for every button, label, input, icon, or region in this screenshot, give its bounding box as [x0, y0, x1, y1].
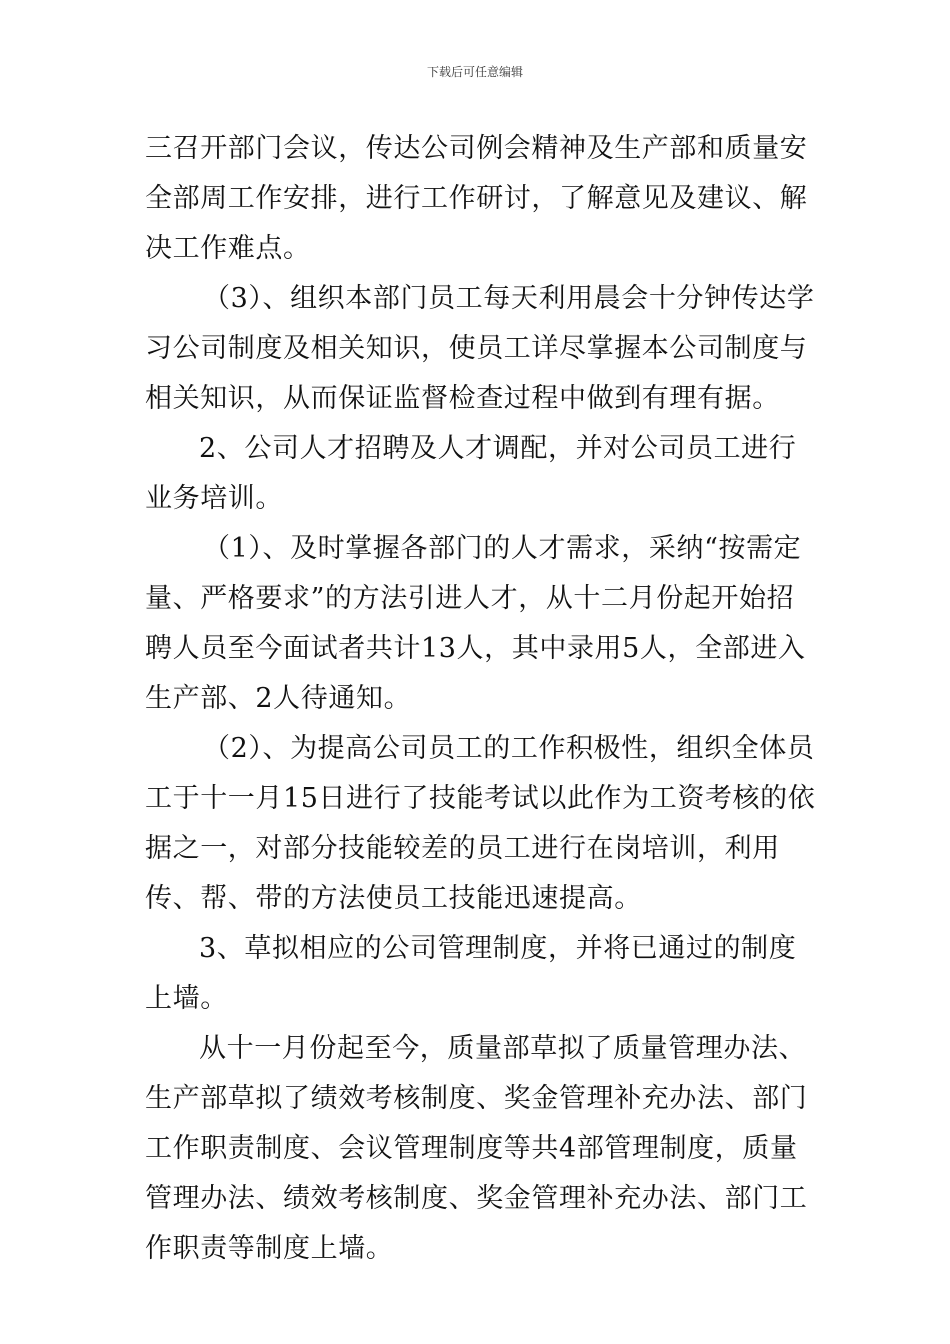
paragraph-3: 2、公司人才招聘及人才调配，并对公司员工进行业务培训。 — [145, 433, 797, 514]
paragraph-6: 3、草拟相应的公司管理制度，并将已通过的制度上墙。 — [145, 933, 797, 1014]
paragraph-1: 三召开部门会议，传达公司例会精神及生产部和质量安全部周工作安排，进行工作研讨，了解意见及建议、解决工作难点。 — [145, 133, 808, 264]
page-header: 下载后可任意编辑 — [426, 65, 523, 79]
document-body — [145, 124, 820, 1274]
paragraph-5: （2）、为提高公司员工的工作积极性，组织全体员工于十一月15日进行了技能考试以此作为工资考核的依据之一，对部分技能较差的员工进行在岗培训，利用传、帮、带的方法使员工技能迅速提高。 — [145, 733, 816, 914]
paragraph-7: 从十一月份起至今，质量部草拟了质量管理办法、生产部草拟了绩效考核制度、奖金管理补充办法、部门工作职责制度、会议管理制度等共4部管理制度，质量管理办法、绩效考核制度、奖金管理补充办法、部门工作职责等制度上墙。 — [145, 1033, 808, 1264]
paragraph-2: （3）、组织本部门员工每天利用晨会十分钟传达学习公司制度及相关知识，使员工详尽掌握本公司制度与相关知识，从而保证监督检查过程中做到有理有据。 — [145, 283, 815, 414]
paragraph-4: （1）、及时掌握各部门的人才需求，采纳“按需定量、严格要求”的方法引进人才，从十二月份起开始招聘人员至今面试者共计13人，其中录用5人，全部进入生产部、2人待通知。 — [145, 533, 806, 714]
